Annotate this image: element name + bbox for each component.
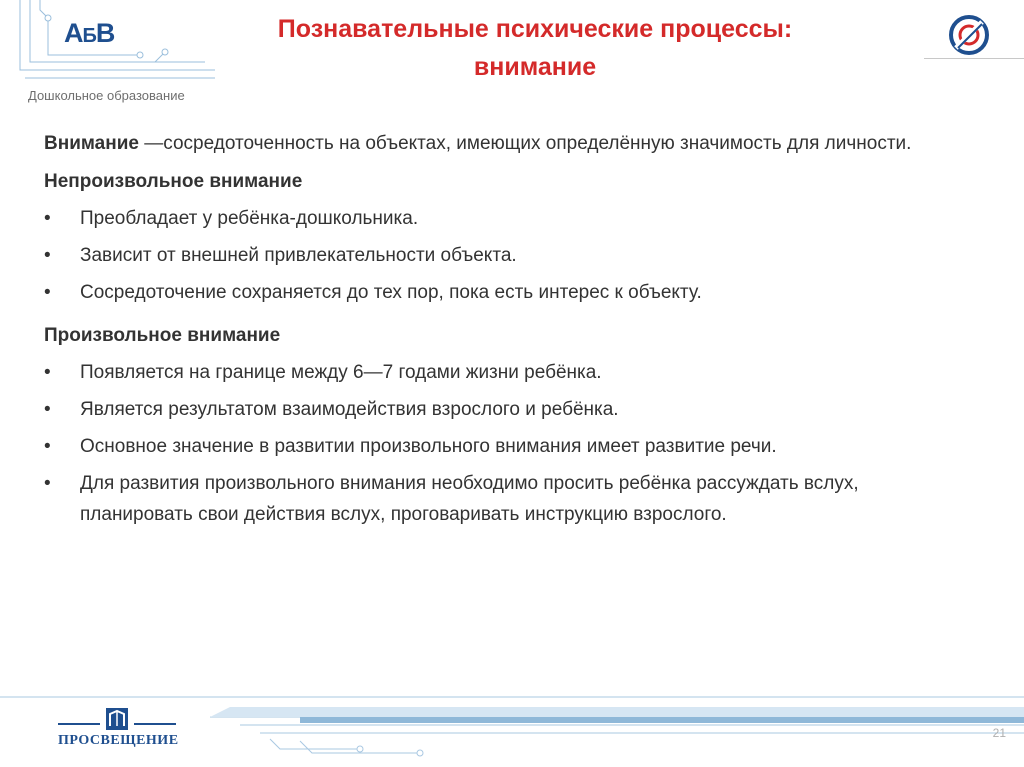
corner-divider [924, 58, 1024, 59]
slide-title [215, 10, 855, 86]
abv-logo: АБВ [64, 18, 115, 48]
list-item: • Зависит от внешней привлекательности объекта. [44, 240, 974, 271]
definition-term: Внимание [44, 133, 139, 154]
title-line-2: внимание [473, 53, 597, 81]
list-item: • Сосредоточение сохраняется до тех пор, пока есть интерес к объекту. [44, 277, 974, 308]
definition-text: —сосредоточенность на объектах, имеющих определённую значимость для личности. [138, 133, 912, 154]
publisher-name: ПРОСВЕЩЕНИЕ [58, 733, 179, 748]
prosveshchenie-logo-icon [58, 706, 178, 734]
title-line-1: Познавательные психические процессы: [277, 15, 793, 43]
emblem-icon [946, 12, 992, 58]
list-item: • Основное значение в развитии произвольного внимания имеет развитие речи. [44, 431, 974, 462]
voluntary-list [44, 357, 974, 530]
voluntary-heading: Произвольное внимание [44, 325, 281, 346]
involuntary-list [44, 203, 974, 308]
main-content [44, 128, 974, 536]
list-item: • Является результатом взаимодействия взрослого и ребёнка. [44, 394, 974, 425]
preschool-education-label: Дошкольное образование [28, 88, 185, 103]
list-item: • Преобладает у ребёнка-дошкольника. [44, 203, 974, 234]
involuntary-heading: Непроизвольное внимание [44, 171, 303, 192]
list-item: • Появляется на границе между 6—7 годами жизни ребёнка. [44, 357, 974, 388]
definition [44, 128, 974, 159]
page-number: 21 [992, 726, 1006, 740]
list-item: • Для развития произвольного внимания необходимо просить ребёнка рассуждать вслух, планировать свои действия вслух, проговаривать инструкцию взрослого. [44, 468, 974, 530]
